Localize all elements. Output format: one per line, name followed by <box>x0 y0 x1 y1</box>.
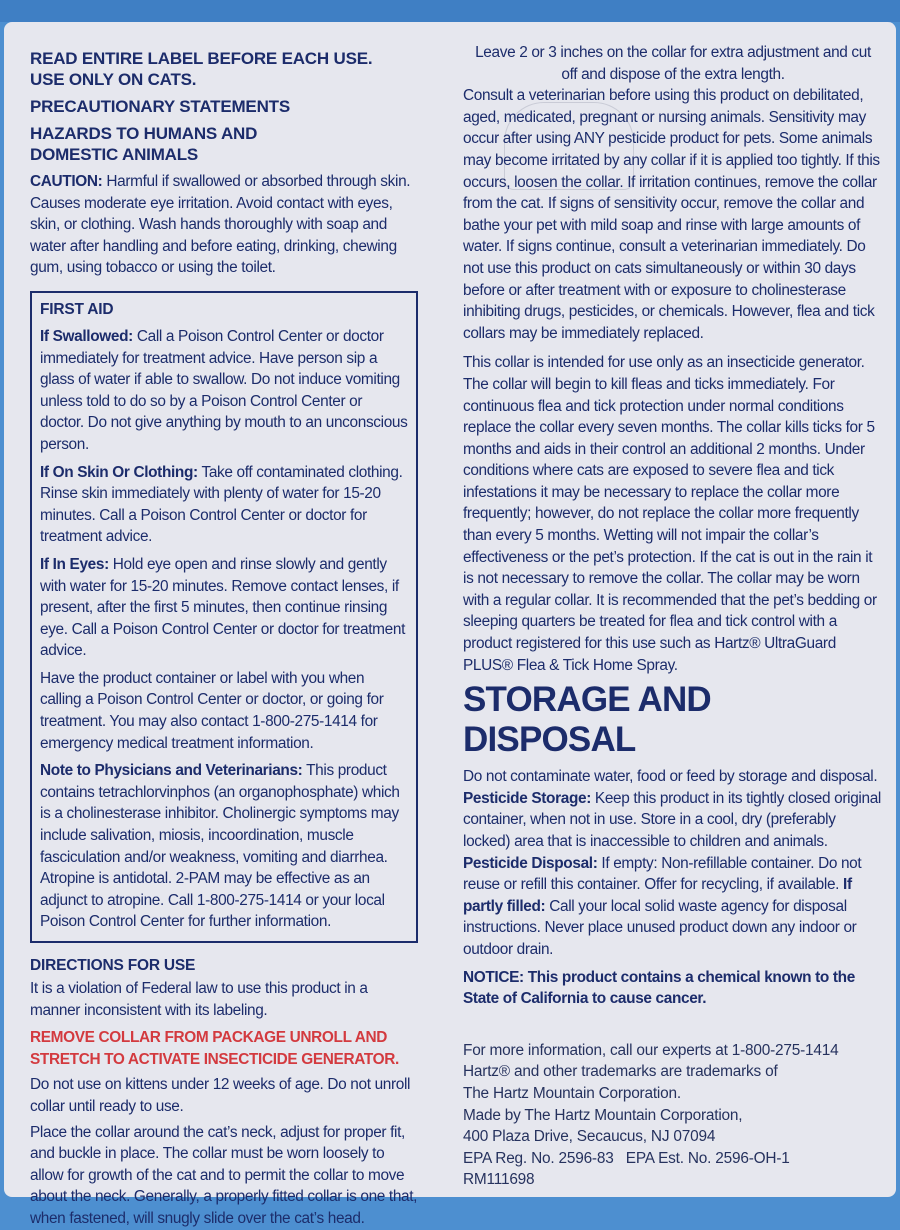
caution-text: Harmful if swallowed or absorbed through skin. Causes moderate eye irritation. Avoid contact with eyes, skin, or clothing. Wash hands thoroughly with soap and water after handling and before eating, drinking, chewing gum, using tobacco or using the toilet. <box>30 173 411 277</box>
storage-disposal-title: STORAGE AND DISPOSAL <box>463 680 711 760</box>
placement-instructions: Place the collar around the cat’s neck, adjust for proper fit, and buckle in place. The collar must be worn loosely to allow for growth of the cat and to permit the collar to move about the neck. Generally, a properly fitted collar is one that, when fastened, will snugly slide over the cat’s head. <box>30 1123 418 1227</box>
directions-text: It is a violation of Federal law to use this product in a manner inconsistent with its labeling. <box>30 980 368 1019</box>
if-swallowed-text: Call a Poison Control Center or doctor immediately for treatment advice. Have person sip a glass of water if able to swallow. Do not induce vomiting unless told to do so by a Poison Control Center or doctor. Do not give anything by mouth to an unconscious person. <box>40 327 408 453</box>
header-line-1: READ ENTIRE LABEL BEFORE EACH USE. <box>30 49 373 68</box>
consult-vet-text: Consult a veterinarian before using this product on debilitated, aged, medicated, pregnant or nursing animals. Sensitivity may occur after using ANY pesticide product for pets. Some animals may become irritated by any collar if it is applied too tightly. If this occurs, loosen the collar. If irritation continues, remove the collar from the cat. If signs of sensitivity occur, remove the collar and bathe your pet with mild soap and rinse with large amounts of water. If signs continue, consult a veterinarian immediately. Do not use this product on cats simultaneously or within 30 days before or after treatment with or exposure to cholinesterase inhibiting drugs, pesticides, or chemicals. However, flea and tick collars may be immediately replaced. <box>463 87 880 342</box>
left-column <box>30 48 418 1230</box>
first-aid-box <box>30 291 418 943</box>
if-swallowed-label: If Swallowed: <box>40 327 133 345</box>
hazards-heading-line-2: DOMESTIC ANIMALS <box>30 145 199 164</box>
pesticide-disposal-label: Pesticide Disposal: <box>463 854 598 872</box>
right-column <box>463 42 883 1191</box>
footer-line-4: Made by The Hartz Mountain Corporation, <box>463 1106 743 1124</box>
directions-title: DIRECTIONS FOR USE <box>30 957 196 974</box>
if-swallowed <box>40 326 408 456</box>
pesticide-storage-text: Keep this product in its tightly closed original container, when not in use. Store in a cool, dry (preferably locked) area that is inaccessible to children and animals. <box>463 789 881 850</box>
header-line-2: USE ONLY ON CATS. <box>30 70 197 89</box>
partly-filled-text: Call your local solid waste agency for disposal instructions. Never place unused product down any indoor or outdoor drain. <box>463 897 857 958</box>
remove-collar-instruction: REMOVE COLLAR FROM PACKAGE UNROLL AND STRETCH TO ACTIVATE INSECTICIDE GENERATOR. <box>30 1029 399 1068</box>
footer-line-1: For more information, call our experts at 1-800-275-1414 <box>463 1041 839 1059</box>
manufacturer-info <box>463 1040 883 1191</box>
pesticide-storage-label: Pesticide Storage: <box>463 789 591 807</box>
physicians-text: This product contains tetrachlorvinphos (an organophosphate) which is a cholinesterase inhibitor. Cholinergic symptoms may include salivation, miosis, incoordination, muscle fasciculation and/or weakness, vomiting and diarrhea. Atropine is antidotal. 2-PAM may be effective as an adjunct to atropine. Call 1-800-275-1414 or your local Poison Control Center for further information. <box>40 762 400 931</box>
footer-line-5: 400 Plaza Drive, Secaucus, NJ 07094 <box>463 1128 716 1146</box>
storage-intro: Do not contaminate water, food or feed by storage and disposal. <box>463 768 878 786</box>
intended-use-text: This collar is intended for use only as an insecticide generator. The collar will begin to kill fleas and ticks immediately. For continuous flea and tick protection under normal conditions replace the collar every seven months. The collar kills ticks for 5 months and aids in their control an additional 2 months. Under conditions where cats are exposed to severe flea and tick infestations it may be necessary to replace the collar more frequently; however, do not replace the collar more frequently than every 5 months. Wetting will not impair the collar’s effectiveness or the pet’s protection. If the cat is out in the rain it is not necessary to remove the collar. The collar may be worn with a regular collar. It is recommended that the pet’s bedding or sleeping quarters be treated for flea and tick control with a product registered for this use such as Hartz® UltraGuard PLUS® Flea & Tick Home Spray. <box>463 354 877 674</box>
footer-line-2: Hartz® and other trademarks are trademarks of <box>463 1063 778 1081</box>
if-in-eyes-label: If In Eyes: <box>40 555 109 573</box>
container-note: Have the product container or label with you when calling a Poison Control Center or doctor, or going for treatment. You may also contact 1-800-275-1414 for emergency medical treatment information. <box>40 669 384 752</box>
physicians-note <box>40 760 408 933</box>
first-aid-title: FIRST AID <box>40 300 114 318</box>
if-in-eyes <box>40 554 408 662</box>
footer-line-3: The Hartz Mountain Corporation. <box>463 1084 681 1102</box>
pesticide-disposal-text: If empty: Non-refillable container. Do not reuse or refill this container. Offer for recycling, if available. <box>463 854 862 894</box>
physicians-label: Note to Physicians and Veterinarians: <box>40 762 303 780</box>
if-on-skin <box>40 462 408 548</box>
california-notice: NOTICE: This product contains a chemical known to the State of California to cause cancer. <box>463 968 855 1008</box>
footer-line-7: RM111698 <box>463 1171 535 1189</box>
leave-inches-text: Leave 2 or 3 inches on the collar for extra adjustment and cut off and dispose of the extra length. <box>475 44 871 83</box>
hazards-heading-line-1: HAZARDS TO HUMANS AND <box>30 124 258 143</box>
precautionary-heading: PRECAUTIONARY STATEMENTS <box>30 97 290 116</box>
if-on-skin-text: Take off contaminated clothing. Rinse skin immediately with plenty of water for 15-20 minutes. Call a Poison Control Center or doctor for treatment advice. <box>40 463 403 546</box>
storage-disposal-text <box>463 766 883 960</box>
caution-paragraph <box>30 171 418 279</box>
if-on-skin-label: If On Skin Or Clothing: <box>40 463 198 481</box>
footer-line-6: EPA Reg. No. 2596-83 EPA Est. No. 2596-OH-1 <box>463 1149 790 1167</box>
kittens-warning: Do not use on kittens under 12 weeks of age. Do not unroll collar until ready to use. <box>30 1076 411 1115</box>
caution-label: CAUTION: <box>30 173 103 190</box>
package-top-strip <box>0 0 900 22</box>
if-in-eyes-text: Hold eye open and rinse slowly and gently with water for 15-20 minutes. Remove contact lenses, if present, after the first 5 minutes, then continue rinsing eye. Call a Poison Control Center or doctor for treatment advice. <box>40 555 405 660</box>
partly-filled-label: If partly filled: <box>463 876 852 915</box>
